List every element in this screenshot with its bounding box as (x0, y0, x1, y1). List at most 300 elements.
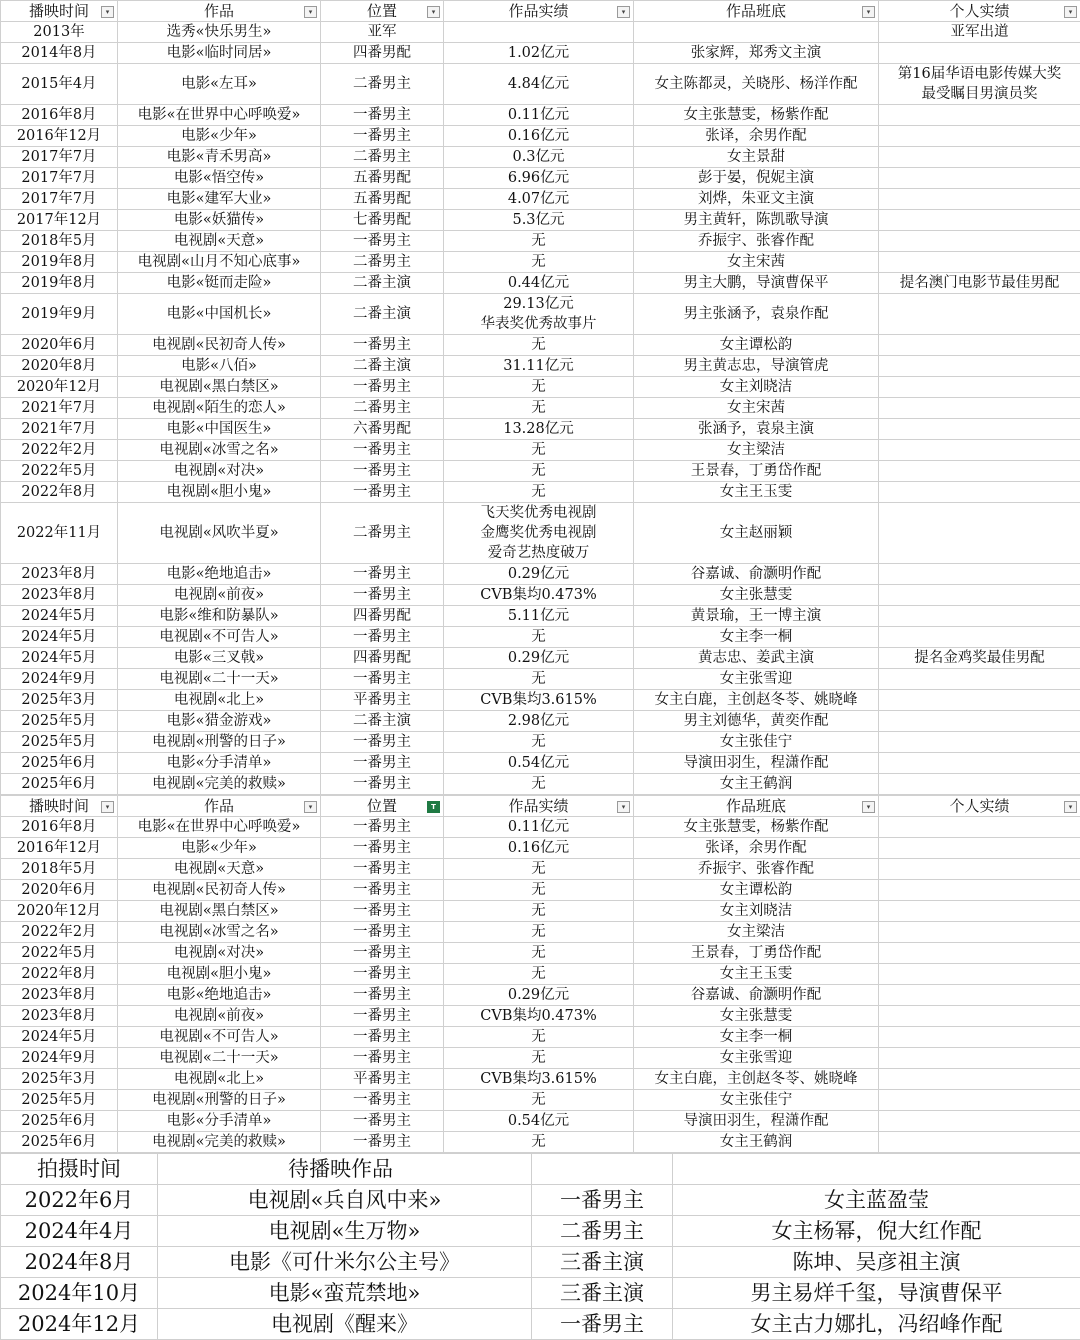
upcoming-work-cell: 电影«蛮荒禁地» (158, 1278, 532, 1309)
cast-crew-cell: 女主张慧雯，杨紫作配 (634, 817, 879, 838)
table-row (1, 1111, 1080, 1132)
box-office-cell: 0.29亿元 (444, 985, 634, 1006)
cast-crew-cell: 女主张雪迎 (634, 669, 879, 690)
air-date-cell: 2023年8月 (1, 1006, 118, 1027)
table-row (1, 440, 1080, 461)
air-date-cell: 2014年8月 (1, 43, 118, 64)
work-cell: 电影«中国机长» (118, 294, 321, 335)
upcoming-work-cell: 电视剧«生万物» (158, 1216, 532, 1247)
dropdown-arrow-icon[interactable]: ▾ (304, 6, 317, 18)
air-date-cell: 2020年12月 (1, 901, 118, 922)
role-position-cell: 七番男配 (321, 210, 444, 231)
cast-crew-cell: 女主刘晓洁 (634, 901, 879, 922)
table-row (1, 648, 1080, 669)
box-office-cell: 1.02亿元 (444, 43, 634, 64)
upcoming-header-2 (532, 1154, 673, 1185)
work-cell: 电视剧«民初奇人传» (118, 335, 321, 356)
work-cell: 电影«在世界中心呼唤爱» (118, 105, 321, 126)
upcoming-cast-cell: 陈坤、吴彦祖主演 (673, 1247, 1080, 1278)
shoot-date-cell: 2024年12月 (1, 1309, 158, 1340)
cast-crew-cell: 张家辉，郑秀文主演 (634, 43, 879, 64)
work-cell: 电视剧«陌生的恋人» (118, 398, 321, 419)
personal-award-cell (879, 669, 1080, 690)
header-air-date (1, 796, 118, 817)
cast-crew-cell: 女主张雪迎 (634, 1048, 879, 1069)
work-cell: 电视剧«山月不知心底事» (118, 252, 321, 273)
personal-award-cell (879, 1111, 1080, 1132)
role-position-cell: 一番男主 (321, 1111, 444, 1132)
table-row (1, 168, 1080, 189)
table-row (1, 43, 1080, 64)
personal-award-cell (879, 1090, 1080, 1111)
work-cell: 电影«绝地追击» (118, 985, 321, 1006)
role-position-cell: 平番男主 (321, 690, 444, 711)
table-row (1, 1027, 1080, 1048)
role-position-cell: 一番男主 (321, 838, 444, 859)
table-row (1, 1090, 1080, 1111)
role-position-cell: 一番男主 (321, 817, 444, 838)
personal-award-cell (879, 859, 1080, 880)
box-office-cell: CVB集均3.615% (444, 690, 634, 711)
work-cell: 选秀«快乐男生» (118, 22, 321, 43)
career-header-row (1, 1, 1080, 22)
air-date-cell: 2019年9月 (1, 294, 118, 335)
upcoming-cast-cell: 女主杨幂，倪大红作配 (673, 1216, 1080, 1247)
box-office-cell: 无 (444, 922, 634, 943)
air-date-cell: 2022年5月 (1, 461, 118, 482)
header-label: 位置 (367, 797, 397, 815)
work-cell: 电影«八佰» (118, 356, 321, 377)
upcoming-row (1, 1309, 1080, 1340)
air-date-cell: 2024年5月 (1, 1027, 118, 1048)
table-row (1, 252, 1080, 273)
cast-crew-cell: 导演田羽生，程潇作配 (634, 753, 879, 774)
cast-crew-cell: 女主张佳宁 (634, 1090, 879, 1111)
cast-crew-cell: 女主李一桐 (634, 627, 879, 648)
box-office-cell: 0.54亿元 (444, 753, 634, 774)
table-row (1, 964, 1080, 985)
cast-crew-cell: 刘烨，朱亚文主演 (634, 189, 879, 210)
table-row (1, 294, 1080, 335)
personal-award-cell (879, 817, 1080, 838)
table-row (1, 398, 1080, 419)
box-office-cell: 无 (444, 461, 634, 482)
work-cell: 电视剧«天意» (118, 231, 321, 252)
cast-crew-cell (634, 22, 879, 43)
air-date-cell: 2025年5月 (1, 1090, 118, 1111)
table-row (1, 859, 1080, 880)
air-date-cell: 2023年8月 (1, 585, 118, 606)
header-label: 位置 (367, 2, 397, 20)
box-office-cell: 无 (444, 627, 634, 648)
cast-crew-cell: 女主景甜 (634, 147, 879, 168)
table-row (1, 503, 1080, 564)
cast-crew-cell: 男主刘德华，黄奕作配 (634, 711, 879, 732)
box-office-cell: 无 (444, 440, 634, 461)
air-date-cell: 2020年8月 (1, 356, 118, 377)
header-label: 播映时间 (29, 797, 89, 815)
personal-award-cell (879, 461, 1080, 482)
role-position-cell: 一番男主 (321, 1048, 444, 1069)
table-row (1, 126, 1080, 147)
personal-award-cell (879, 294, 1080, 335)
air-date-cell: 2024年5月 (1, 606, 118, 627)
table-row (1, 1006, 1080, 1027)
role-position-cell: 一番男主 (321, 1090, 444, 1111)
personal-award-cell: 提名澳门电影节最佳男配 (879, 273, 1080, 294)
dropdown-arrow-icon[interactable]: ▾ (101, 801, 114, 813)
air-date-cell: 2016年12月 (1, 838, 118, 859)
personal-award-cell (879, 1132, 1080, 1153)
upcoming-row (1, 1185, 1080, 1216)
personal-award-cell (879, 189, 1080, 210)
air-date-cell: 2025年3月 (1, 1069, 118, 1090)
cast-crew-cell: 谷嘉诚、俞灏明作配 (634, 564, 879, 585)
cast-crew-cell: 黄志忠、姜武主演 (634, 648, 879, 669)
box-office-cell: 0.29亿元 (444, 648, 634, 669)
header-personal (879, 796, 1080, 817)
lead-role-table (0, 795, 1080, 1153)
cast-crew-cell: 女主赵丽颖 (634, 503, 879, 564)
table-row (1, 901, 1080, 922)
role-position-cell: 一番男主 (321, 880, 444, 901)
box-office-cell: 0.29亿元 (444, 564, 634, 585)
upcoming-work-cell: 电影《可什米尔公主号》 (158, 1247, 532, 1278)
personal-award-cell (879, 335, 1080, 356)
personal-award-cell (879, 1069, 1080, 1090)
box-office-cell: 13.28亿元 (444, 419, 634, 440)
personal-award-cell (879, 252, 1080, 273)
air-date-cell: 2024年5月 (1, 627, 118, 648)
personal-award-cell (879, 690, 1080, 711)
role-position-cell: 一番男主 (321, 126, 444, 147)
air-date-cell: 2017年7月 (1, 189, 118, 210)
box-office-cell: 无 (444, 1048, 634, 1069)
work-cell: 电视剧«完美的救赎» (118, 1132, 321, 1153)
box-office-cell: 无 (444, 1090, 634, 1111)
work-cell: 电视剧«胆小鬼» (118, 482, 321, 503)
personal-award-cell (879, 901, 1080, 922)
personal-award-cell (879, 774, 1080, 795)
cast-crew-cell: 张译，余男作配 (634, 838, 879, 859)
box-office-cell: 4.84亿元 (444, 64, 634, 105)
role-position-cell: 二番主演 (321, 294, 444, 335)
cast-crew-cell: 女主宋茜 (634, 398, 879, 419)
work-cell: 电影«猎金游戏» (118, 711, 321, 732)
dropdown-arrow-icon[interactable]: ▾ (101, 6, 114, 18)
personal-award-cell (879, 922, 1080, 943)
work-cell: 电影«妖猫传» (118, 210, 321, 231)
work-cell: 电视剧«二十一天» (118, 1048, 321, 1069)
header-position (321, 1, 444, 22)
work-cell: 电影«建军大业» (118, 189, 321, 210)
work-cell: 电视剧«黑白禁区» (118, 377, 321, 398)
role-position-cell: 一番男主 (321, 901, 444, 922)
header-work (118, 1, 321, 22)
box-office-cell: 无 (444, 377, 634, 398)
work-cell: 电视剧«北上» (118, 690, 321, 711)
table-row (1, 273, 1080, 294)
role-position-cell: 一番男主 (321, 753, 444, 774)
box-office-cell: 无 (444, 964, 634, 985)
role-position-cell: 一番男主 (321, 231, 444, 252)
dropdown-arrow-icon[interactable]: ▾ (617, 801, 630, 813)
box-office-cell: 飞天奖优秀电视剧 金鹰奖优秀电视剧 爱奇艺热度破万 (444, 503, 634, 564)
role-position-cell: 一番男主 (321, 564, 444, 585)
box-office-cell: 无 (444, 398, 634, 419)
table-row (1, 732, 1080, 753)
work-cell: 电视剧«刑警的日子» (118, 732, 321, 753)
personal-award-cell (879, 419, 1080, 440)
box-office-cell: CVB集均0.473% (444, 1006, 634, 1027)
role-position-cell: 二番男主 (321, 252, 444, 273)
dropdown-arrow-icon[interactable]: ▾ (862, 801, 875, 813)
cast-crew-cell: 张涵予，袁泉主演 (634, 419, 879, 440)
work-cell: 电影«青禾男高» (118, 147, 321, 168)
upcoming-row (1, 1247, 1080, 1278)
work-cell: 电视剧«冰雪之名» (118, 440, 321, 461)
air-date-cell: 2024年9月 (1, 1048, 118, 1069)
role-position-cell: 二番男主 (321, 147, 444, 168)
cast-crew-cell: 张译，余男作配 (634, 126, 879, 147)
personal-award-cell (879, 440, 1080, 461)
table-row (1, 22, 1080, 43)
role-position-cell: 一番男主 (321, 943, 444, 964)
work-cell: 电影«三叉戟» (118, 648, 321, 669)
table-row (1, 774, 1080, 795)
work-cell: 电视剧«对决» (118, 461, 321, 482)
upcoming-header-0: 拍摄时间 (1, 1154, 158, 1185)
box-office-cell: 无 (444, 252, 634, 273)
personal-award-cell (879, 838, 1080, 859)
work-cell: 电影«在世界中心呼唤爱» (118, 817, 321, 838)
cast-crew-cell: 王景春，丁勇岱作配 (634, 943, 879, 964)
air-date-cell: 2015年4月 (1, 64, 118, 105)
air-date-cell: 2023年8月 (1, 985, 118, 1006)
upcoming-row (1, 1216, 1080, 1247)
cast-crew-cell: 女主张慧雯 (634, 585, 879, 606)
cast-crew-cell: 女主张慧雯 (634, 1006, 879, 1027)
air-date-cell: 2017年12月 (1, 210, 118, 231)
table-row (1, 585, 1080, 606)
upcoming-works-table (0, 1153, 1080, 1340)
work-cell: 电视剧«不可告人» (118, 1027, 321, 1048)
table-row (1, 210, 1080, 231)
cast-crew-cell: 女主宋茜 (634, 252, 879, 273)
header-label: 个人实绩 (949, 797, 1009, 815)
dropdown-arrow-icon[interactable]: ▾ (1064, 6, 1077, 18)
header-performance (444, 1, 634, 22)
header-label: 个人实绩 (949, 2, 1009, 20)
cast-crew-cell: 女主张慧雯，杨紫作配 (634, 105, 879, 126)
cast-crew-cell: 女主白鹿，主创赵冬苓、姚晓峰 (634, 1069, 879, 1090)
personal-award-cell (879, 482, 1080, 503)
header-label: 作品 (204, 2, 234, 20)
role-position-cell: 一番男主 (321, 377, 444, 398)
personal-award-cell (879, 880, 1080, 901)
air-date-cell: 2020年6月 (1, 335, 118, 356)
table-filter-icon[interactable]: T (427, 801, 440, 813)
table-row (1, 147, 1080, 168)
upcoming-position-cell: 二番男主 (532, 1216, 673, 1247)
role-position-cell: 一番男主 (321, 732, 444, 753)
table-row (1, 880, 1080, 901)
air-date-cell: 2020年12月 (1, 377, 118, 398)
box-office-cell: 6.96亿元 (444, 168, 634, 189)
work-cell: 电影«悟空传» (118, 168, 321, 189)
table-row (1, 606, 1080, 627)
upcoming-position-cell: 一番男主 (532, 1185, 673, 1216)
box-office-cell: 无 (444, 901, 634, 922)
table-row (1, 1069, 1080, 1090)
dropdown-arrow-icon[interactable]: ▾ (617, 6, 630, 18)
table-row (1, 817, 1080, 838)
air-date-cell: 2019年8月 (1, 252, 118, 273)
personal-award-cell: 提名金鸡奖最佳男配 (879, 648, 1080, 669)
personal-award-cell (879, 606, 1080, 627)
table-row (1, 711, 1080, 732)
table-row (1, 231, 1080, 252)
role-position-cell: 一番男主 (321, 922, 444, 943)
role-position-cell: 一番男主 (321, 1027, 444, 1048)
upcoming-position-cell: 三番主演 (532, 1278, 673, 1309)
role-position-cell: 一番男主 (321, 440, 444, 461)
cast-crew-cell: 男主大鹏，导演曹保平 (634, 273, 879, 294)
box-office-cell: 29.13亿元 华表奖优秀故事片 (444, 294, 634, 335)
role-position-cell: 一番男主 (321, 985, 444, 1006)
upcoming-cast-cell: 女主蓝盈莹 (673, 1185, 1080, 1216)
header-position (321, 796, 444, 817)
lead-role-header-row (1, 796, 1080, 817)
header-label: 作品实绩 (508, 797, 568, 815)
box-office-cell: 0.11亿元 (444, 105, 634, 126)
air-date-cell: 2025年6月 (1, 753, 118, 774)
cast-crew-cell: 导演田羽生，程潇作配 (634, 1111, 879, 1132)
role-position-cell: 一番男主 (321, 774, 444, 795)
shoot-date-cell: 2024年8月 (1, 1247, 158, 1278)
table-row (1, 985, 1080, 1006)
air-date-cell: 2022年8月 (1, 482, 118, 503)
work-cell: 电视剧«天意» (118, 859, 321, 880)
work-cell: 电视剧«前夜» (118, 585, 321, 606)
table-row (1, 838, 1080, 859)
dropdown-arrow-icon[interactable]: ▾ (1064, 801, 1077, 813)
cast-crew-cell: 女主陈都灵，关晓彤、杨洋作配 (634, 64, 879, 105)
dropdown-arrow-icon[interactable]: ▾ (427, 6, 440, 18)
table-row (1, 377, 1080, 398)
dropdown-arrow-icon[interactable]: ▾ (862, 6, 875, 18)
table-row (1, 189, 1080, 210)
table-row (1, 419, 1080, 440)
box-office-cell: 2.98亿元 (444, 711, 634, 732)
air-date-cell: 2025年5月 (1, 732, 118, 753)
table-row (1, 335, 1080, 356)
work-cell: 电影«中国医生» (118, 419, 321, 440)
box-office-cell: 0.11亿元 (444, 817, 634, 838)
work-cell: 电视剧«刑警的日子» (118, 1090, 321, 1111)
role-position-cell: 一番男主 (321, 105, 444, 126)
box-office-cell: 0.3亿元 (444, 147, 634, 168)
table-row (1, 669, 1080, 690)
dropdown-arrow-icon[interactable]: ▾ (304, 801, 317, 813)
personal-award-cell (879, 985, 1080, 1006)
upcoming-work-cell: 电视剧«兵自风中来» (158, 1185, 532, 1216)
personal-award-cell (879, 943, 1080, 964)
box-office-cell: 5.3亿元 (444, 210, 634, 231)
header-label: 作品 (204, 797, 234, 815)
box-office-cell: 无 (444, 231, 634, 252)
personal-award-cell (879, 753, 1080, 774)
cast-crew-cell: 女主王鹤润 (634, 774, 879, 795)
work-cell: 电视剧«冰雪之名» (118, 922, 321, 943)
box-office-cell: CVB集均3.615% (444, 1069, 634, 1090)
table-row (1, 1048, 1080, 1069)
personal-award-cell (879, 711, 1080, 732)
header-air-date (1, 1, 118, 22)
box-office-cell: 无 (444, 880, 634, 901)
personal-award-cell (879, 43, 1080, 64)
role-position-cell: 四番男配 (321, 43, 444, 64)
cast-crew-cell: 女主谭松韵 (634, 880, 879, 901)
box-office-cell: 无 (444, 943, 634, 964)
role-position-cell: 二番主演 (321, 273, 444, 294)
box-office-cell: 无 (444, 859, 634, 880)
cast-crew-cell: 女主白鹿，主创赵冬苓、姚晓峰 (634, 690, 879, 711)
box-office-cell: 31.11亿元 (444, 356, 634, 377)
box-office-cell: 0.16亿元 (444, 838, 634, 859)
upcoming-cast-cell: 男主易烊千玺，导演曹保平 (673, 1278, 1080, 1309)
box-office-cell: 0.44亿元 (444, 273, 634, 294)
table-row (1, 922, 1080, 943)
cast-crew-cell: 男主黄轩，陈凯歌导演 (634, 210, 879, 231)
personal-award-cell (879, 210, 1080, 231)
table-row (1, 1132, 1080, 1153)
work-cell: 电影«少年» (118, 838, 321, 859)
role-position-cell: 一番男主 (321, 1006, 444, 1027)
header-label: 作品班底 (726, 797, 786, 815)
role-position-cell: 亚军 (321, 22, 444, 43)
personal-award-cell (879, 585, 1080, 606)
box-office-cell: 无 (444, 482, 634, 503)
role-position-cell: 一番男主 (321, 859, 444, 880)
air-date-cell: 2023年8月 (1, 564, 118, 585)
personal-award-cell (879, 356, 1080, 377)
header-personal (879, 1, 1080, 22)
box-office-cell: 无 (444, 1132, 634, 1153)
upcoming-header-1: 待播映作品 (158, 1154, 532, 1185)
role-position-cell: 一番男主 (321, 669, 444, 690)
cast-crew-cell: 女主王玉雯 (634, 482, 879, 503)
personal-award-cell: 第16届华语电影传媒大奖 最受瞩目男演员奖 (879, 64, 1080, 105)
header-work (118, 796, 321, 817)
work-cell: 电视剧«民初奇人传» (118, 880, 321, 901)
air-date-cell: 2021年7月 (1, 419, 118, 440)
air-date-cell: 2020年6月 (1, 880, 118, 901)
upcoming-position-cell: 一番男主 (532, 1309, 673, 1340)
upcoming-work-cell: 电视剧《醒来》 (158, 1309, 532, 1340)
personal-award-cell (879, 377, 1080, 398)
air-date-cell: 2022年11月 (1, 503, 118, 564)
box-office-cell: 无 (444, 669, 634, 690)
role-position-cell: 一番男主 (321, 964, 444, 985)
personal-award-cell (879, 964, 1080, 985)
table-row (1, 690, 1080, 711)
role-position-cell: 二番男主 (321, 398, 444, 419)
air-date-cell: 2025年6月 (1, 774, 118, 795)
work-cell: 电影«分手清单» (118, 1111, 321, 1132)
air-date-cell: 2025年6月 (1, 1111, 118, 1132)
air-date-cell: 2022年8月 (1, 964, 118, 985)
